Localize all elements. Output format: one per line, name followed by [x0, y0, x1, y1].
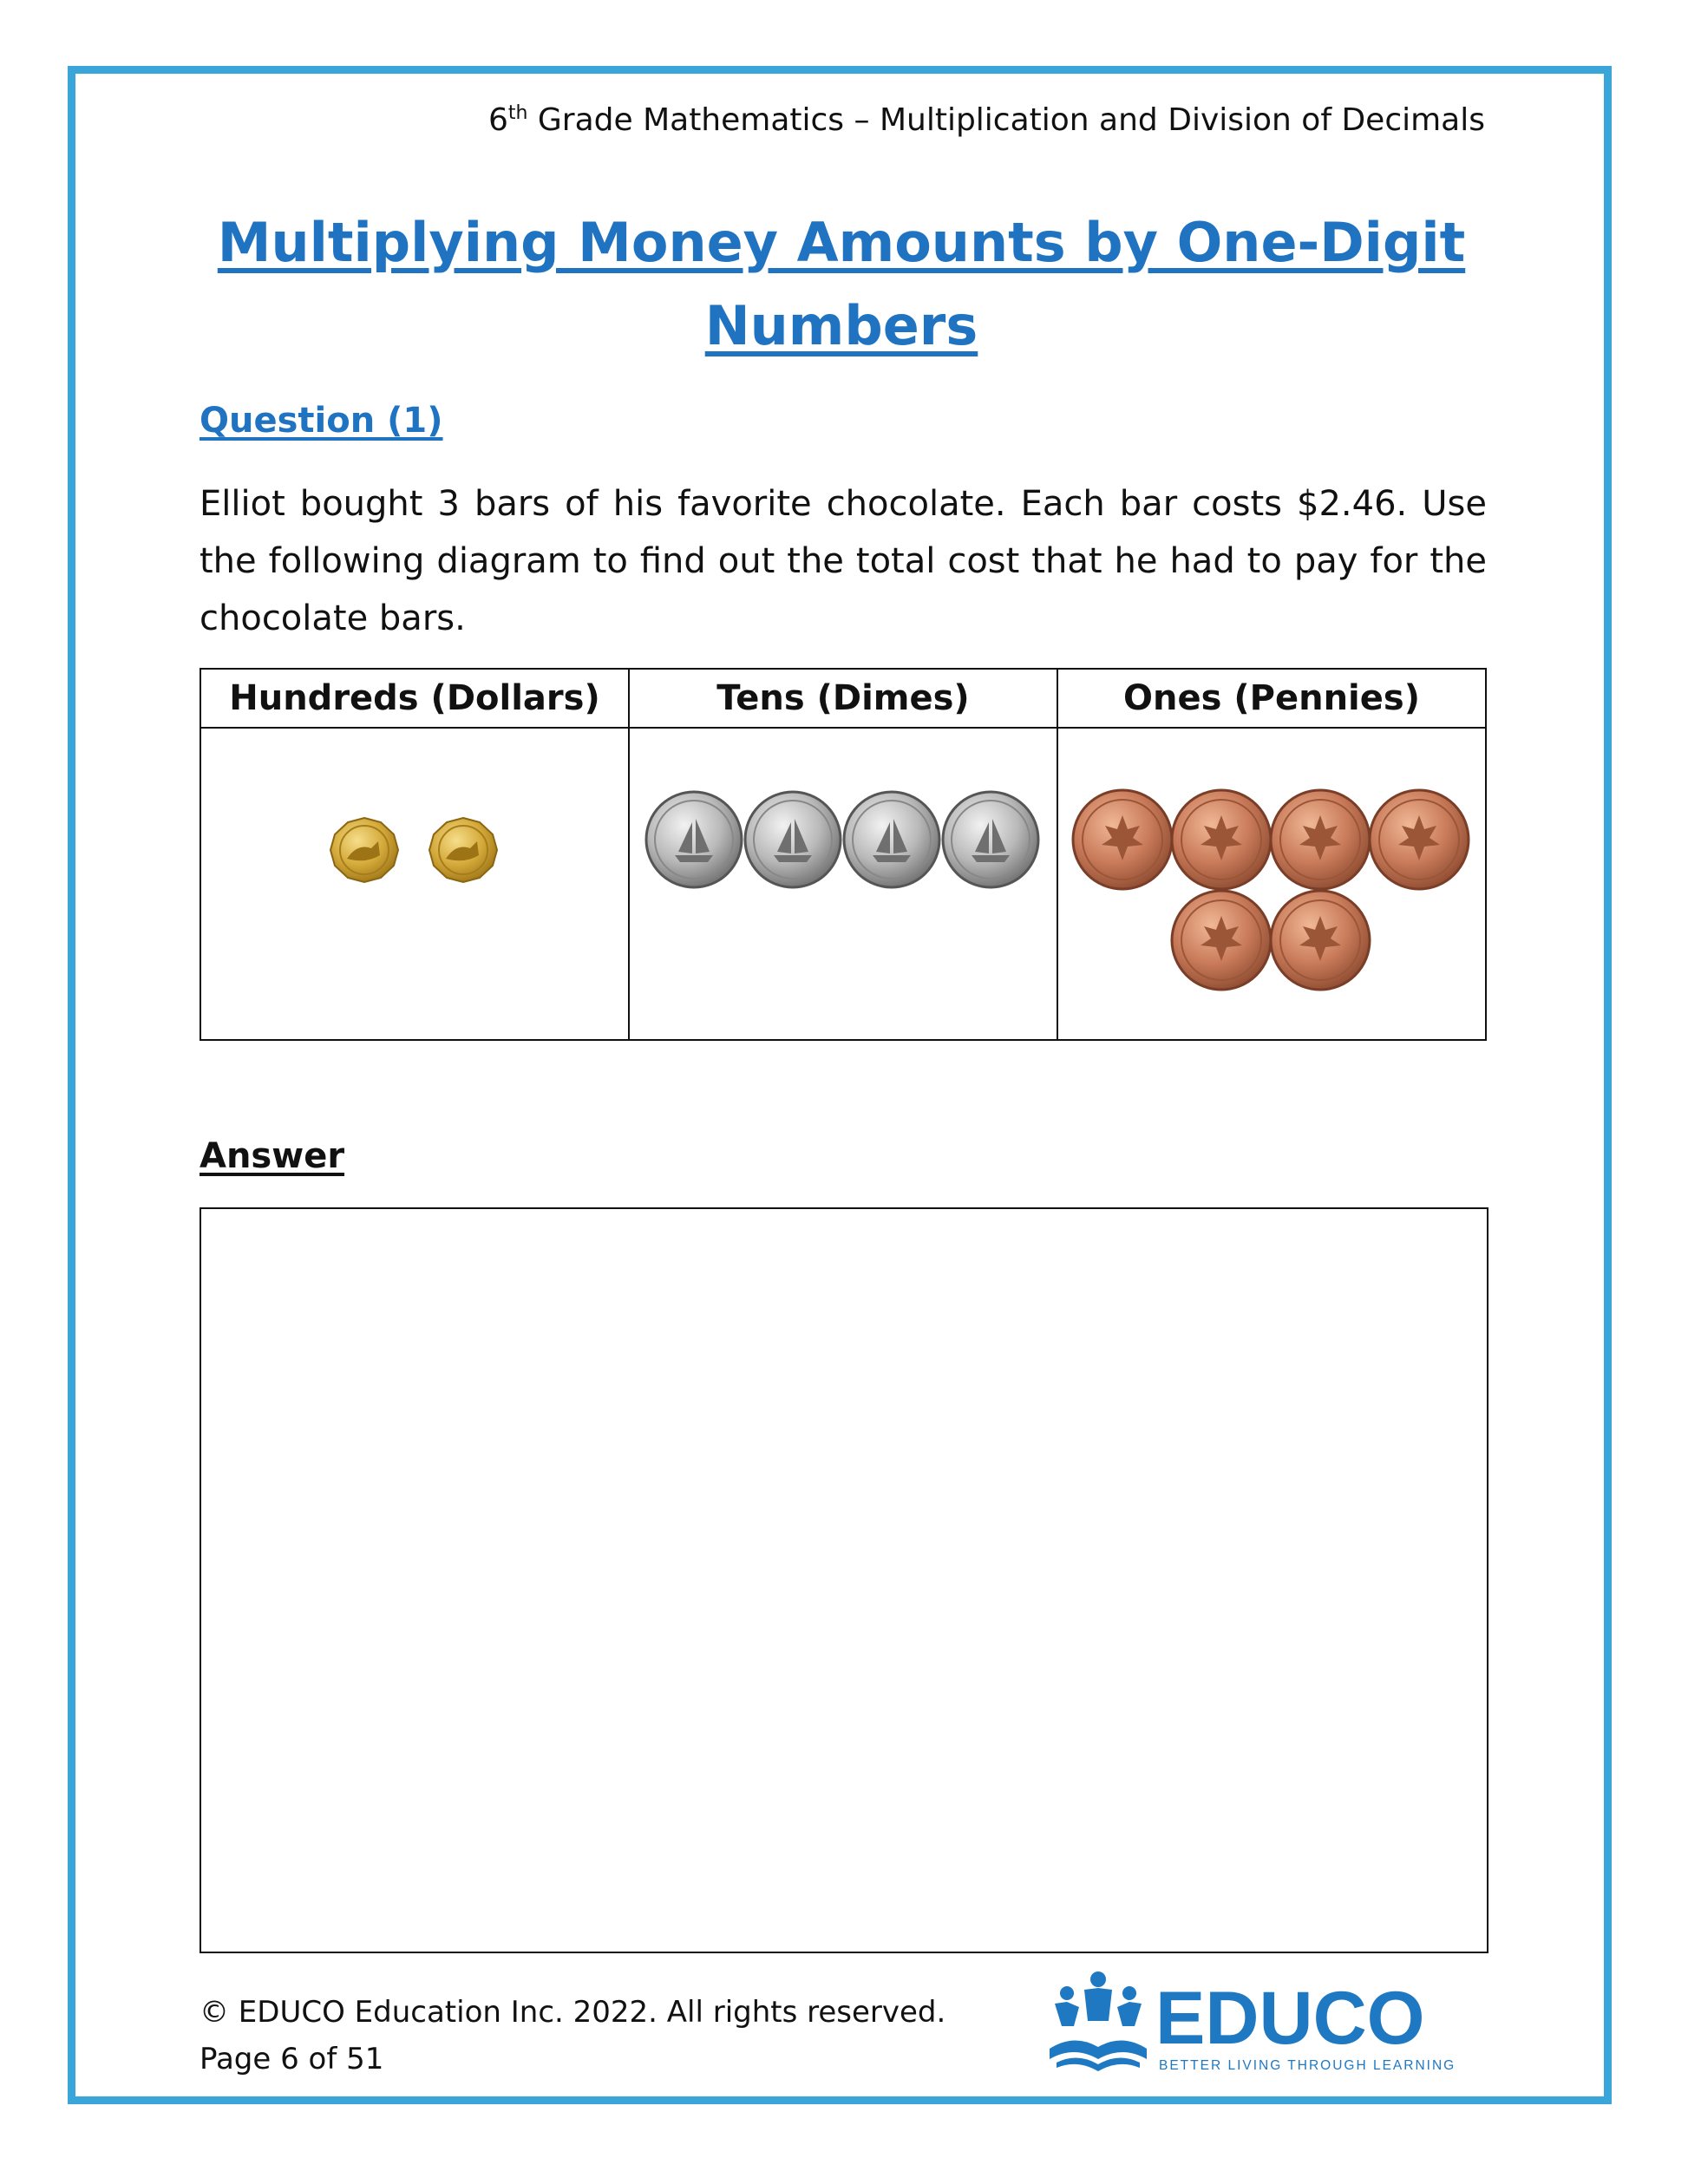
penny-coins-illustration: [1058, 729, 1485, 1039]
dollar-coin: [330, 818, 398, 882]
copyright-notice: © EDUCO Education Inc. 2022. All rights reserved.: [200, 1995, 946, 2030]
dime-coin: [646, 792, 742, 887]
penny-coin: [1370, 790, 1469, 889]
dimes-cell: [629, 728, 1057, 1040]
penny-coin: [1172, 891, 1271, 990]
penny-coin: [1172, 790, 1271, 889]
dime-coin: [943, 792, 1038, 887]
dime-coin: [844, 792, 939, 887]
place-value-table: [200, 668, 1487, 1041]
dime-coins-illustration: [630, 729, 1057, 1039]
table-row: [200, 728, 1486, 1040]
educo-logo-emblem: [1050, 1971, 1147, 2071]
dollar-coin: [429, 818, 497, 882]
educo-logo-tagline: BETTER LIVING THROUGH LEARNING: [1159, 2058, 1456, 2073]
column-header-dimes: Tens (Dimes): [629, 669, 1057, 728]
educo-logo-wordmark: EDUCO: [1155, 1977, 1425, 2060]
answer-box[interactable]: [200, 1207, 1488, 1953]
dollars-cell: [200, 728, 629, 1040]
page-number: Page 6 of 51: [200, 2042, 384, 2076]
question-text: Elliot bought 3 bars of his favorite chocolate. Each bar costs $2.46. Use the following diagram to find out the total cost that he had to pay for the chocolate bars.: [200, 484, 1487, 638]
page-title: Multiplying Money Amounts by One-Digit Numbers: [217, 211, 1466, 357]
penny-coin: [1271, 790, 1370, 889]
penny-coin: [1073, 790, 1172, 889]
question-label: Question (1): [200, 401, 443, 441]
column-header-pennies: Ones (Pennies): [1057, 669, 1486, 728]
column-header-dollars: Hundreds (Dollars): [200, 669, 629, 728]
dime-coin: [745, 792, 841, 887]
penny-coin: [1271, 891, 1370, 990]
grade-number: 6: [487, 102, 508, 138]
dollar-coins-illustration: [201, 729, 628, 1039]
header-subject: Grade Mathematics – Multiplication and Division of Decimals: [527, 102, 1485, 138]
grade-ordinal-suffix: th: [507, 102, 528, 124]
educo-logo: [1050, 1969, 1466, 2082]
answer-label: Answer: [200, 1136, 345, 1176]
pennies-cell: [1057, 728, 1486, 1040]
table-header-row: [200, 669, 1486, 728]
page-header: [0, 102, 1485, 138]
